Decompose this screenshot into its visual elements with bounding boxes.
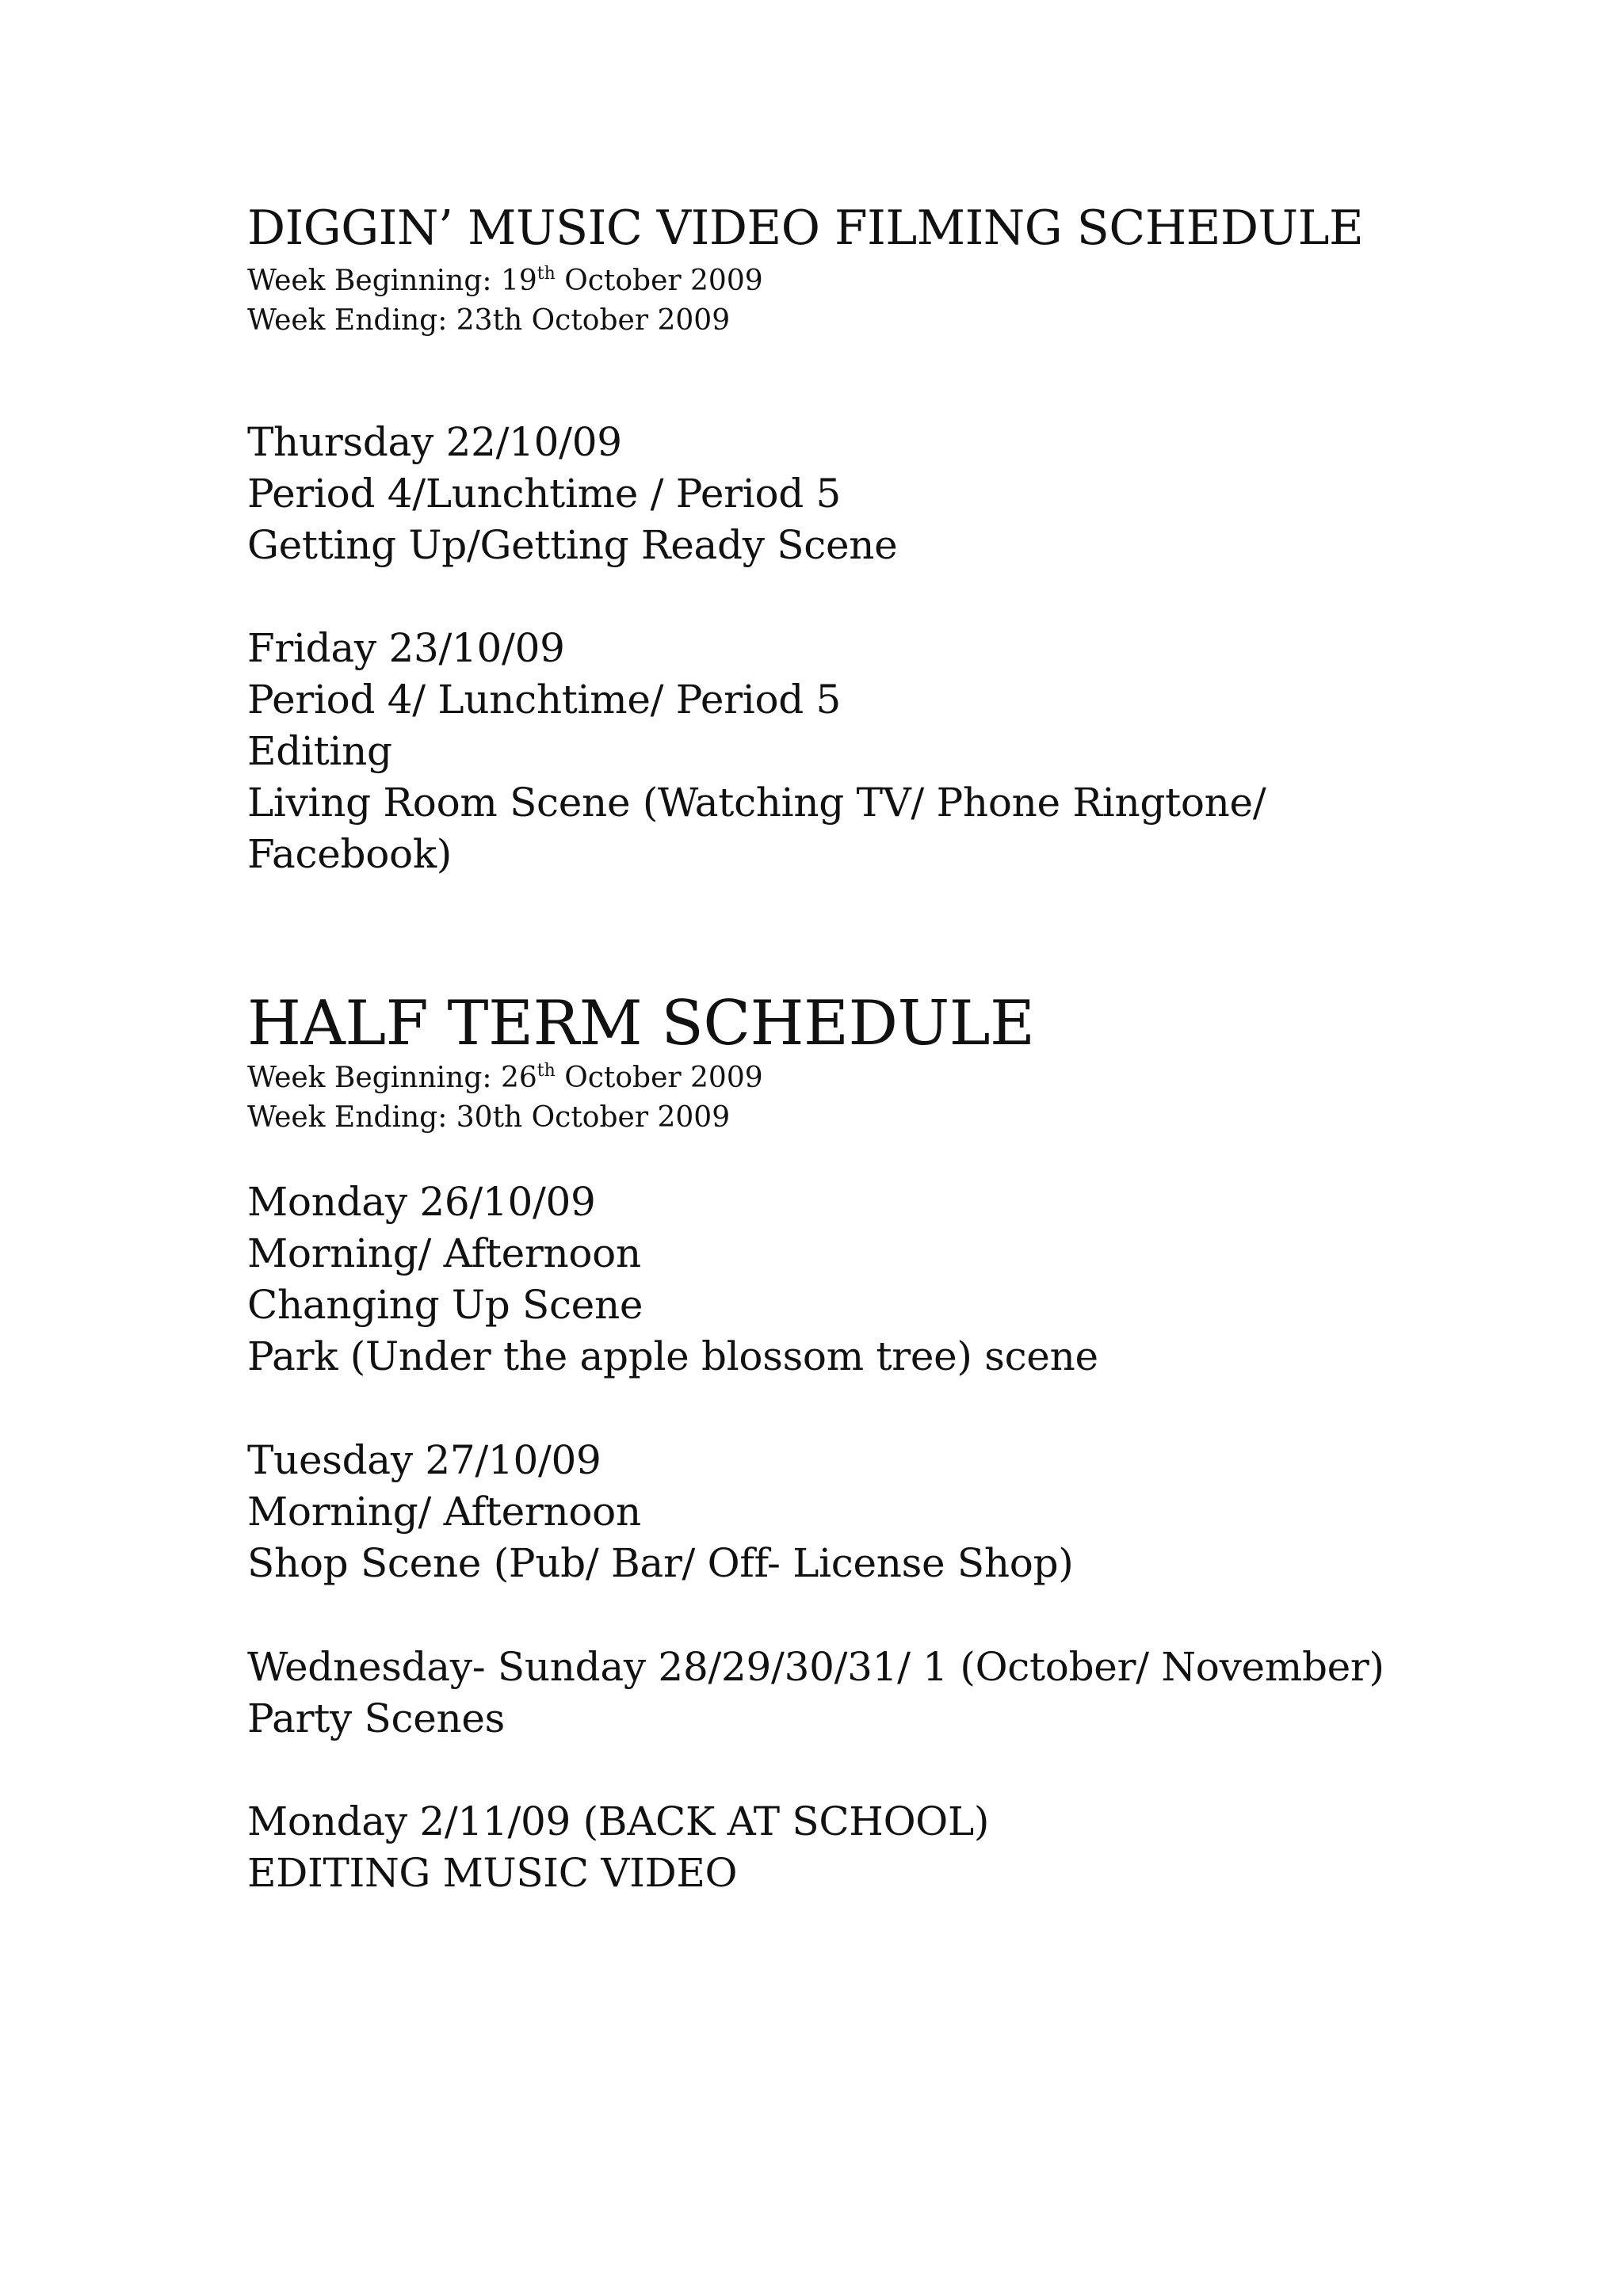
entry-scene: Shop Scene (Pub/ Bar/ Off- License Shop) xyxy=(247,1540,1074,1586)
entry-day: Thursday 22/10/09 xyxy=(247,419,622,465)
entry-scene: Getting Up/Getting Ready Scene xyxy=(247,522,898,568)
entry-time: Morning/ Afternoon xyxy=(247,1489,641,1535)
filming-schedule-title: DIGGIN’ MUSIC VIDEO FILMING SCHEDULE xyxy=(247,200,1364,256)
entry-day: Monday 2/11/09 (BACK AT SCHOOL) xyxy=(247,1798,990,1844)
entry-scene: Party Scenes xyxy=(247,1695,506,1741)
entry-day: Tuesday 27/10/09 xyxy=(247,1437,601,1483)
entry-task: Editing xyxy=(247,728,392,774)
schedule-entry-back-at-school xyxy=(247,1796,989,1899)
entry-scene: Living Room Scene (Watching TV/ Phone Ringtone/ xyxy=(247,780,1266,826)
schedule-entry-friday xyxy=(247,623,1266,880)
week-beginning-2 xyxy=(247,1058,763,1098)
week-beginning-1-ordinal: th xyxy=(537,264,556,284)
week-ending-2: Week Ending: 30th October 2009 xyxy=(247,1101,731,1134)
entry-scene: Changing Up Scene xyxy=(247,1282,643,1328)
entry-time: Period 4/Lunchtime / Period 5 xyxy=(247,471,842,517)
week-ending-1: Week Ending: 23th October 2009 xyxy=(247,304,731,337)
entry-time: Morning/ Afternoon xyxy=(247,1230,641,1276)
schedule-entry-thursday xyxy=(247,417,897,571)
week-beginning-2-text: Week Beginning: 26 xyxy=(247,1062,537,1094)
week-beginning-1 xyxy=(247,261,763,301)
week-beginning-2-month: October 2009 xyxy=(555,1062,763,1094)
entry-scene-continued: Facebook) xyxy=(247,831,453,877)
week-beginning-1-text: Week Beginning: 19 xyxy=(247,265,537,297)
entry-day: Wednesday- Sunday 28/29/30/31/ 1 (October/ November) xyxy=(247,1644,1384,1690)
schedule-entry-wednesday-sunday xyxy=(247,1642,1384,1745)
schedule-entry-tuesday xyxy=(247,1435,1074,1589)
entry-scene: Park (Under the apple blossom tree) scene xyxy=(247,1333,1098,1379)
entry-day: Friday 23/10/09 xyxy=(247,625,565,671)
week-beginning-1-month: October 2009 xyxy=(555,265,763,297)
week-beginning-2-ordinal: th xyxy=(537,1061,556,1081)
entry-task: EDITING MUSIC VIDEO xyxy=(247,1850,738,1896)
schedule-entry-monday xyxy=(247,1177,1098,1383)
entry-day: Monday 26/10/09 xyxy=(247,1179,596,1225)
half-term-schedule-title: HALF TERM SCHEDULE xyxy=(247,988,1035,1059)
entry-time: Period 4/ Lunchtime/ Period 5 xyxy=(247,677,842,723)
